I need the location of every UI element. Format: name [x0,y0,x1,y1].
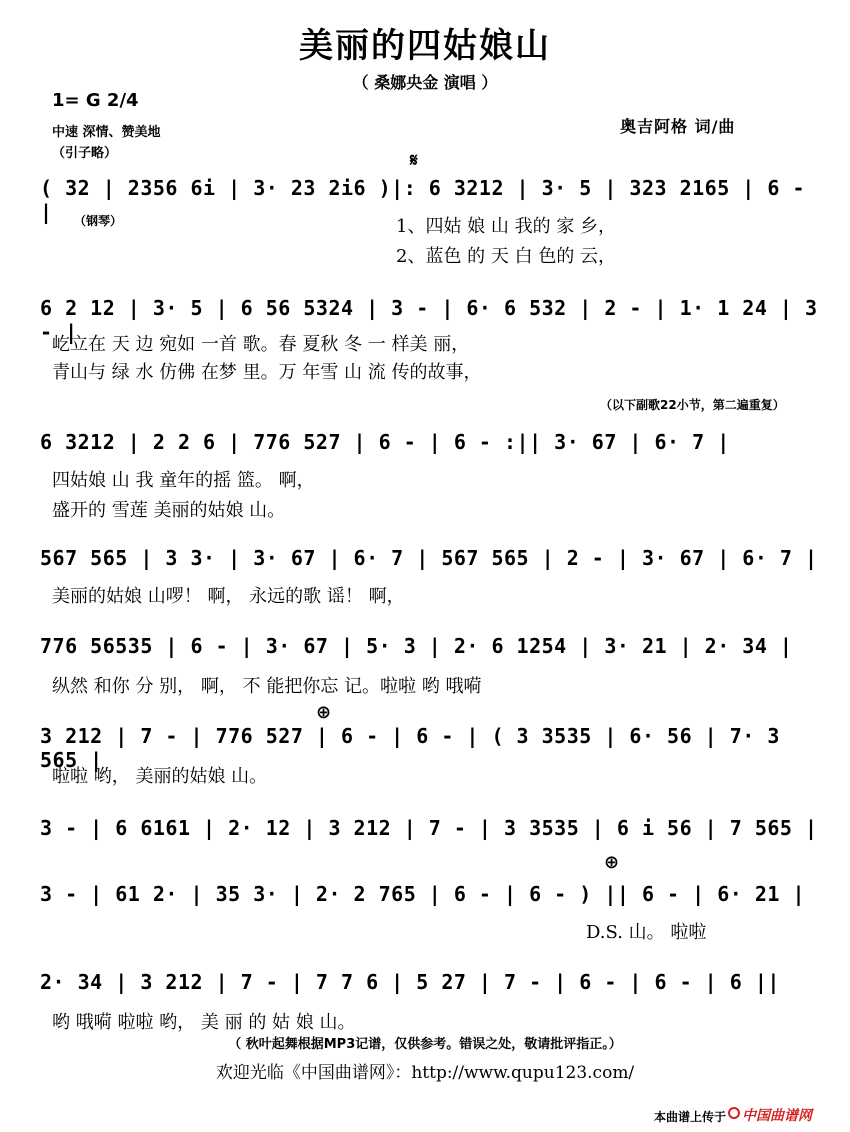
lyric-line-8: D.S. 山。 啦啦 [586,922,707,943]
key-signature: 1= G 2/4 [52,90,139,111]
intro-note: （引子略） [52,146,118,161]
lyric-line-6: 啦啦 哟， 美丽的姑娘 山。 [52,766,268,787]
music-line-9: 2· 34 | 3 212 | 7 - | 7 7 6 | 5 27 | 7 - | 6 - | 6 - | 6 || [40,970,780,994]
segno-icon: 𝄋 [410,150,418,171]
song-title: 美丽的四姑娘山 [299,26,551,66]
music-line-6: 3 212 | 7 - | 776 527 | 6 - | 6 - | ( 3 3535 | 6· 56 | 7· 3 565 | [40,724,780,772]
website-link[interactable]: 欢迎光临《中国曲谱网》：http://www.qupu123.com/ [215,1063,635,1083]
tempo-marking: 中速 深情、赞美地 [52,125,161,140]
lyric-line-2-verse-2: 青山与 绿 水 仿佛 在梦 里。万 年雪 山 流 传的故事， [52,362,482,383]
upload-label: 本曲谱上传于 [654,1110,727,1124]
lyric-line-3-verse-2: 盛开的 雪莲 美丽的姑娘 山。 [52,500,286,521]
lyric-line-1-verse-2: 2、蓝色 的 天 白 色的 云， [396,246,617,267]
instrument-note: （钢琴） [74,214,123,228]
music-line-5: 776 56535 | 6 - | 3· 67 | 5· 3 | 2· 6 1254 | 3· 21 | 2· 34 | [40,634,793,658]
transcriber-note: （ 秋叶起舞根据MP3记谱，仅供参考。错误之处，敬请批评指正。） [228,1037,622,1052]
brand-logo[interactable]: 中国曲谱网 [742,1108,812,1124]
music-line-8: 3 - | 61 2· | 35 3· | 2· 2 765 | 6 - | 6 - ) || 6 - | 6· 21 | [40,882,806,906]
lyric-line-3-verse-1: 四姑娘 山 我 童年的摇 篮。 啊， [52,470,315,491]
lyric-line-5: 纵然 和你 分 别， 啊， 不 能把你忘 记。啦啦 哟 哦嗬 [52,676,482,697]
music-line-7: 3 - | 6 6161 | 2· 12 | 3 212 | 7 - | 3 3535 | 6 i 56 | 7 565 | [40,816,818,840]
coda-icon: ⊕ [316,702,332,723]
lyric-line-9: 哟 哦嗬 啦啦 哟， 美 丽 的 姑 娘 山。 [52,1012,356,1033]
lyric-line-4: 美丽的姑娘 山啰！ 啊， 永远的歌 谣！ 啊， [52,586,405,607]
music-line-2: 6 2 12 | 3· 5 | 6 56 5324 | 3 - | 6· 6 532 | 2 - | 1· 1 24 | 3 - | [40,296,818,344]
composer-credit: 奥吉阿格 词/曲 [620,117,736,136]
chorus-note: （以下副歌22小节，第二遍重复） [600,398,785,412]
music-line-3: 6 3212 | 2 2 6 | 776 527 | 6 - | 6 - :|| 3· 67 | 6· 7 | [40,430,730,454]
lyric-line-1-verse-1: 1、四姑 娘 山 我的 家 乡， [396,216,617,237]
singer-credit: （ 桑娜央金 演唱 ） [352,73,498,92]
coda-icon-2: ⊕ [604,852,620,873]
logo-icon [728,1107,740,1119]
music-line-1: ( 32 | 2356 6i | 3· 23 2i6 )|: 6 3212 | 3· 5 | 323 2165 | 6 - | [40,176,806,224]
lyric-line-2-verse-1: 屹立在 天 边 宛如 一首 歌。春 夏秋 冬 一 样美 丽， [52,334,470,355]
music-line-4: 567 565 | 3 3· | 3· 67 | 6· 7 | 567 565 | 2 - | 3· 67 | 6· 7 | [40,546,818,570]
